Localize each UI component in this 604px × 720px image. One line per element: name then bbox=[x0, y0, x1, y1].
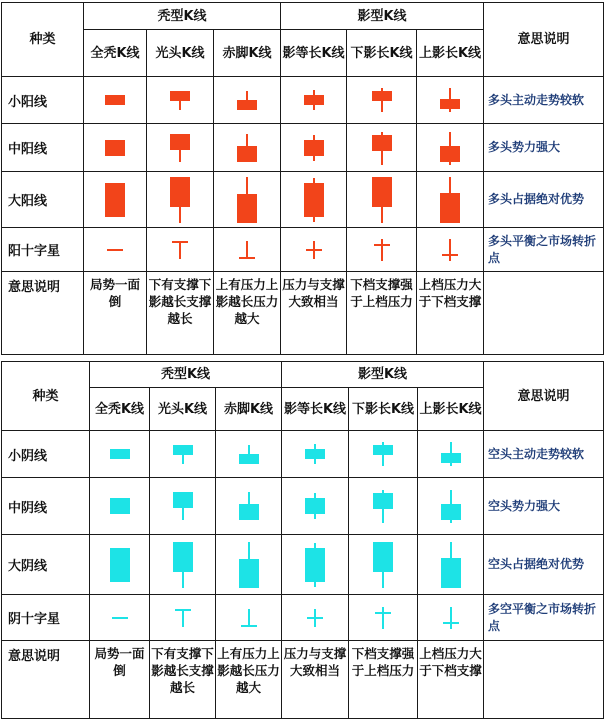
long-upper-shadow-candle-icon bbox=[435, 177, 465, 223]
shadow-group-header: 影型K线 bbox=[282, 362, 484, 388]
long-upper-shadow-candle-icon bbox=[436, 598, 466, 638]
candle-body bbox=[172, 241, 188, 243]
candle-cell bbox=[281, 172, 347, 228]
candle-cell bbox=[90, 535, 150, 595]
equal-shadow-candle-icon bbox=[300, 486, 330, 526]
candle-cell bbox=[349, 478, 418, 535]
candle-body bbox=[375, 612, 391, 614]
shaved-bottom-candle-icon bbox=[234, 434, 264, 474]
candle-cell bbox=[216, 431, 282, 478]
candle-wick bbox=[382, 607, 384, 629]
candle-cell bbox=[84, 172, 147, 228]
shaved-head-candle-icon bbox=[168, 542, 198, 588]
long-upper-shadow-candle-icon bbox=[436, 486, 466, 526]
meaning-cell: 下档支撑强于上档压力 bbox=[347, 272, 417, 355]
equal-shadow-candle-icon bbox=[299, 80, 329, 120]
candle-wick bbox=[248, 609, 250, 626]
candle-cell bbox=[214, 124, 281, 172]
col-header-shaved-head: 光头K线 bbox=[150, 388, 216, 431]
candle-body bbox=[305, 449, 325, 459]
candle-body bbox=[440, 146, 460, 162]
long-lower-shadow-candle-icon bbox=[367, 177, 397, 223]
equal-shadow-candle-icon bbox=[299, 177, 329, 223]
meaning-cell: 下有支撑下影越长支撑越长 bbox=[147, 272, 214, 355]
candle-cell bbox=[349, 595, 418, 641]
candle-body bbox=[237, 100, 257, 110]
candle-cell bbox=[84, 228, 147, 272]
long-upper-shadow-candle-icon bbox=[435, 128, 465, 168]
row-label: 中阳线 bbox=[2, 124, 84, 172]
row-description: 多头占据绝对优势 bbox=[484, 172, 604, 228]
meaning-cell: 下档支撑强于上档压力 bbox=[349, 641, 418, 719]
candle-cell bbox=[282, 478, 349, 535]
kind-header: 种类 bbox=[2, 362, 90, 431]
candle-body bbox=[170, 134, 190, 150]
candle-cell bbox=[214, 172, 281, 228]
candle-body bbox=[373, 542, 393, 572]
long-upper-shadow-candle-icon bbox=[436, 434, 466, 474]
candle-cell bbox=[216, 595, 282, 641]
candle-body bbox=[173, 492, 193, 508]
candle-cell bbox=[417, 228, 484, 272]
candle-cell bbox=[418, 431, 484, 478]
candle-body bbox=[442, 254, 458, 256]
candle-body bbox=[239, 257, 255, 259]
candle-body bbox=[110, 498, 130, 514]
candle-cell bbox=[214, 77, 281, 124]
candle-wick bbox=[450, 607, 452, 629]
long-lower-shadow-candle-icon bbox=[368, 434, 398, 474]
meaning-cell: 局势一面倒 bbox=[90, 641, 150, 719]
candle-body bbox=[372, 177, 392, 207]
candle-cell bbox=[281, 77, 347, 124]
long-lower-shadow-candle-icon bbox=[368, 598, 398, 638]
candle-wick bbox=[449, 239, 451, 261]
candle-body bbox=[112, 617, 128, 619]
shaved-bottom-candle-icon bbox=[232, 177, 262, 223]
equal-shadow-candle-icon bbox=[299, 230, 329, 270]
candle-body bbox=[239, 504, 259, 520]
shaved-bottom-candle-icon bbox=[232, 230, 262, 270]
candle-body bbox=[441, 504, 461, 520]
col-header-equal-shadow: 影等长K线 bbox=[282, 388, 349, 431]
col-header-shaved-bottom: 赤脚K线 bbox=[216, 388, 282, 431]
shaved-bottom-candle-icon bbox=[232, 80, 262, 120]
candle-cell bbox=[216, 478, 282, 535]
row-description: 空头主动走势较软 bbox=[484, 431, 604, 478]
equal-shadow-candle-icon bbox=[300, 434, 330, 474]
candle-body bbox=[110, 548, 130, 582]
shaved-bottom-candle-icon bbox=[234, 598, 264, 638]
long-lower-shadow-candle-icon bbox=[368, 486, 398, 526]
meaning-row bbox=[2, 641, 604, 719]
meaning-cell: 上档压力大于下档支撑 bbox=[418, 641, 484, 719]
shaved-head-candle-icon bbox=[165, 80, 195, 120]
full-bald-candle-icon bbox=[105, 486, 135, 526]
long-upper-shadow-candle-icon bbox=[435, 80, 465, 120]
col-header-long-upper-shadow: 上影长K线 bbox=[417, 30, 484, 77]
candle-body bbox=[372, 91, 392, 101]
candle-body bbox=[105, 95, 125, 105]
equal-shadow-candle-icon bbox=[300, 542, 330, 588]
meaning-cell: 压力与支撑大致相当 bbox=[282, 641, 349, 719]
col-header-equal-shadow: 影等长K线 bbox=[281, 30, 347, 77]
shaved-head-candle-icon bbox=[168, 434, 198, 474]
table-row bbox=[2, 228, 604, 272]
bald-group-header: 秃型K线 bbox=[84, 3, 281, 30]
candle-cell bbox=[417, 172, 484, 228]
candle-cell bbox=[84, 124, 147, 172]
meaning-cell: 上有压力上影越长压力越大 bbox=[216, 641, 282, 719]
row-label: 阳十字星 bbox=[2, 228, 84, 272]
candle-cell bbox=[84, 77, 147, 124]
row-label: 意思说明 bbox=[2, 272, 84, 355]
candle-cell bbox=[347, 172, 417, 228]
row-label: 中阴线 bbox=[2, 478, 90, 535]
candle-body bbox=[441, 453, 461, 463]
candle-body bbox=[305, 548, 325, 582]
yin-candlestick-table bbox=[1, 361, 604, 719]
candle-cell bbox=[282, 595, 349, 641]
col-header-shaved-head: 光头K线 bbox=[147, 30, 214, 77]
long-upper-shadow-candle-icon bbox=[436, 542, 466, 588]
row-description: 多空平衡之市场转折点 bbox=[484, 595, 604, 641]
candle-body bbox=[173, 542, 193, 572]
kind-header: 种类 bbox=[2, 3, 84, 77]
table-row bbox=[2, 172, 604, 228]
candle-cell bbox=[347, 124, 417, 172]
col-header-full-bald: 全秃K线 bbox=[90, 388, 150, 431]
empty-cell bbox=[484, 641, 604, 719]
candle-cell bbox=[150, 431, 216, 478]
meaning-header: 意思说明 bbox=[484, 3, 604, 77]
row-description: 多头平衡之市场转折点 bbox=[484, 228, 604, 272]
candle-cell bbox=[349, 535, 418, 595]
col-header-long-upper-shadow: 上影长K线 bbox=[418, 388, 484, 431]
row-description: 空头占据绝对优势 bbox=[484, 535, 604, 595]
candle-body bbox=[374, 244, 390, 246]
bald-group-header: 秃型K线 bbox=[90, 362, 282, 388]
candle-body bbox=[373, 445, 393, 455]
candle-body bbox=[241, 625, 257, 627]
candle-body bbox=[105, 183, 125, 217]
candle-body bbox=[373, 493, 393, 509]
full-bald-candle-icon bbox=[100, 128, 130, 168]
col-header-long-lower-shadow: 下影长K线 bbox=[349, 388, 418, 431]
table-row bbox=[2, 77, 604, 124]
candle-cell bbox=[418, 535, 484, 595]
table-row bbox=[2, 595, 604, 641]
full-bald-candle-icon bbox=[105, 434, 135, 474]
candle-body bbox=[239, 454, 259, 464]
candle-cell bbox=[90, 431, 150, 478]
row-label: 小阳线 bbox=[2, 77, 84, 124]
row-label: 大阴线 bbox=[2, 535, 90, 595]
candle-body bbox=[110, 449, 130, 459]
full-bald-candle-icon bbox=[100, 177, 130, 223]
candle-body bbox=[237, 146, 257, 162]
full-bald-candle-icon bbox=[105, 542, 135, 588]
long-lower-shadow-candle-icon bbox=[367, 230, 397, 270]
candle-wick bbox=[179, 242, 181, 259]
shaved-head-candle-icon bbox=[168, 598, 198, 638]
candle-body bbox=[304, 183, 324, 217]
shaved-head-candle-icon bbox=[165, 177, 195, 223]
candle-body bbox=[170, 91, 190, 101]
candle-cell bbox=[418, 478, 484, 535]
candle-cell bbox=[417, 124, 484, 172]
candle-cell bbox=[90, 478, 150, 535]
table-row bbox=[2, 478, 604, 535]
shaved-bottom-candle-icon bbox=[232, 128, 262, 168]
long-lower-shadow-candle-icon bbox=[368, 542, 398, 588]
meaning-row bbox=[2, 272, 604, 355]
candle-cell bbox=[147, 77, 214, 124]
table-row bbox=[2, 124, 604, 172]
row-description: 多头主动走势较软 bbox=[484, 77, 604, 124]
candle-cell bbox=[147, 172, 214, 228]
meaning-cell: 局势一面倒 bbox=[84, 272, 147, 355]
long-upper-shadow-candle-icon bbox=[435, 230, 465, 270]
candle-cell bbox=[147, 228, 214, 272]
candle-body bbox=[440, 193, 460, 223]
candle-cell bbox=[90, 595, 150, 641]
candle-cell bbox=[150, 478, 216, 535]
candle-cell bbox=[281, 228, 347, 272]
candle-body bbox=[441, 558, 461, 588]
candle-cell bbox=[150, 595, 216, 641]
candle-body bbox=[237, 194, 257, 223]
candle-cell bbox=[147, 124, 214, 172]
candle-cell bbox=[281, 124, 347, 172]
candle-wick bbox=[381, 239, 383, 261]
candle-body bbox=[443, 622, 459, 624]
candle-body bbox=[170, 177, 190, 207]
candle-body bbox=[175, 609, 191, 611]
col-header-shaved-bottom: 赤脚K线 bbox=[214, 30, 281, 77]
candle-body bbox=[304, 140, 324, 156]
candle-cell bbox=[282, 431, 349, 478]
candle-cell bbox=[282, 535, 349, 595]
full-bald-candle-icon bbox=[100, 230, 130, 270]
meaning-cell: 上有压力上影越长压力越大 bbox=[214, 272, 281, 355]
candle-wick bbox=[246, 241, 248, 258]
full-bald-candle-icon bbox=[105, 598, 135, 638]
shaved-head-candle-icon bbox=[168, 486, 198, 526]
table-row bbox=[2, 535, 604, 595]
candle-wick bbox=[182, 610, 184, 627]
meaning-cell: 压力与支撑大致相当 bbox=[281, 272, 347, 355]
candle-cell bbox=[417, 77, 484, 124]
candle-body bbox=[173, 445, 193, 455]
candle-body bbox=[306, 249, 322, 251]
candle-cell bbox=[216, 535, 282, 595]
row-label: 意思说明 bbox=[2, 641, 90, 719]
shaved-head-candle-icon bbox=[165, 230, 195, 270]
candle-cell bbox=[349, 431, 418, 478]
full-bald-candle-icon bbox=[100, 80, 130, 120]
candle-body bbox=[440, 99, 460, 109]
empty-cell bbox=[484, 272, 604, 355]
shadow-group-header: 影型K线 bbox=[281, 3, 484, 30]
shaved-head-candle-icon bbox=[165, 128, 195, 168]
candle-body bbox=[107, 249, 123, 251]
shaved-bottom-candle-icon bbox=[234, 542, 264, 588]
long-lower-shadow-candle-icon bbox=[367, 128, 397, 168]
candle-body bbox=[239, 559, 259, 588]
col-header-full-bald: 全秃K线 bbox=[84, 30, 147, 77]
candle-body bbox=[305, 498, 325, 514]
equal-shadow-candle-icon bbox=[300, 598, 330, 638]
candle-body bbox=[304, 95, 324, 105]
row-label: 阴十字星 bbox=[2, 595, 90, 641]
table-row bbox=[2, 431, 604, 478]
meaning-header: 意思说明 bbox=[484, 362, 604, 431]
yang-candlestick-table bbox=[1, 2, 604, 355]
candle-cell bbox=[418, 595, 484, 641]
meaning-cell: 上档压力大于下档支撑 bbox=[417, 272, 484, 355]
candle-cell bbox=[347, 228, 417, 272]
row-label: 小阴线 bbox=[2, 431, 90, 478]
row-description: 多头势力强大 bbox=[484, 124, 604, 172]
meaning-cell: 下有支撑下影越长支撑越长 bbox=[150, 641, 216, 719]
candle-body bbox=[105, 140, 125, 156]
candle-cell bbox=[214, 228, 281, 272]
row-label: 大阳线 bbox=[2, 172, 84, 228]
candle-body bbox=[307, 617, 323, 619]
row-description: 空头势力强大 bbox=[484, 478, 604, 535]
equal-shadow-candle-icon bbox=[299, 128, 329, 168]
long-lower-shadow-candle-icon bbox=[367, 80, 397, 120]
col-header-long-lower-shadow: 下影长K线 bbox=[347, 30, 417, 77]
shaved-bottom-candle-icon bbox=[234, 486, 264, 526]
candle-cell bbox=[150, 535, 216, 595]
candle-body bbox=[372, 135, 392, 151]
candle-cell bbox=[347, 77, 417, 124]
